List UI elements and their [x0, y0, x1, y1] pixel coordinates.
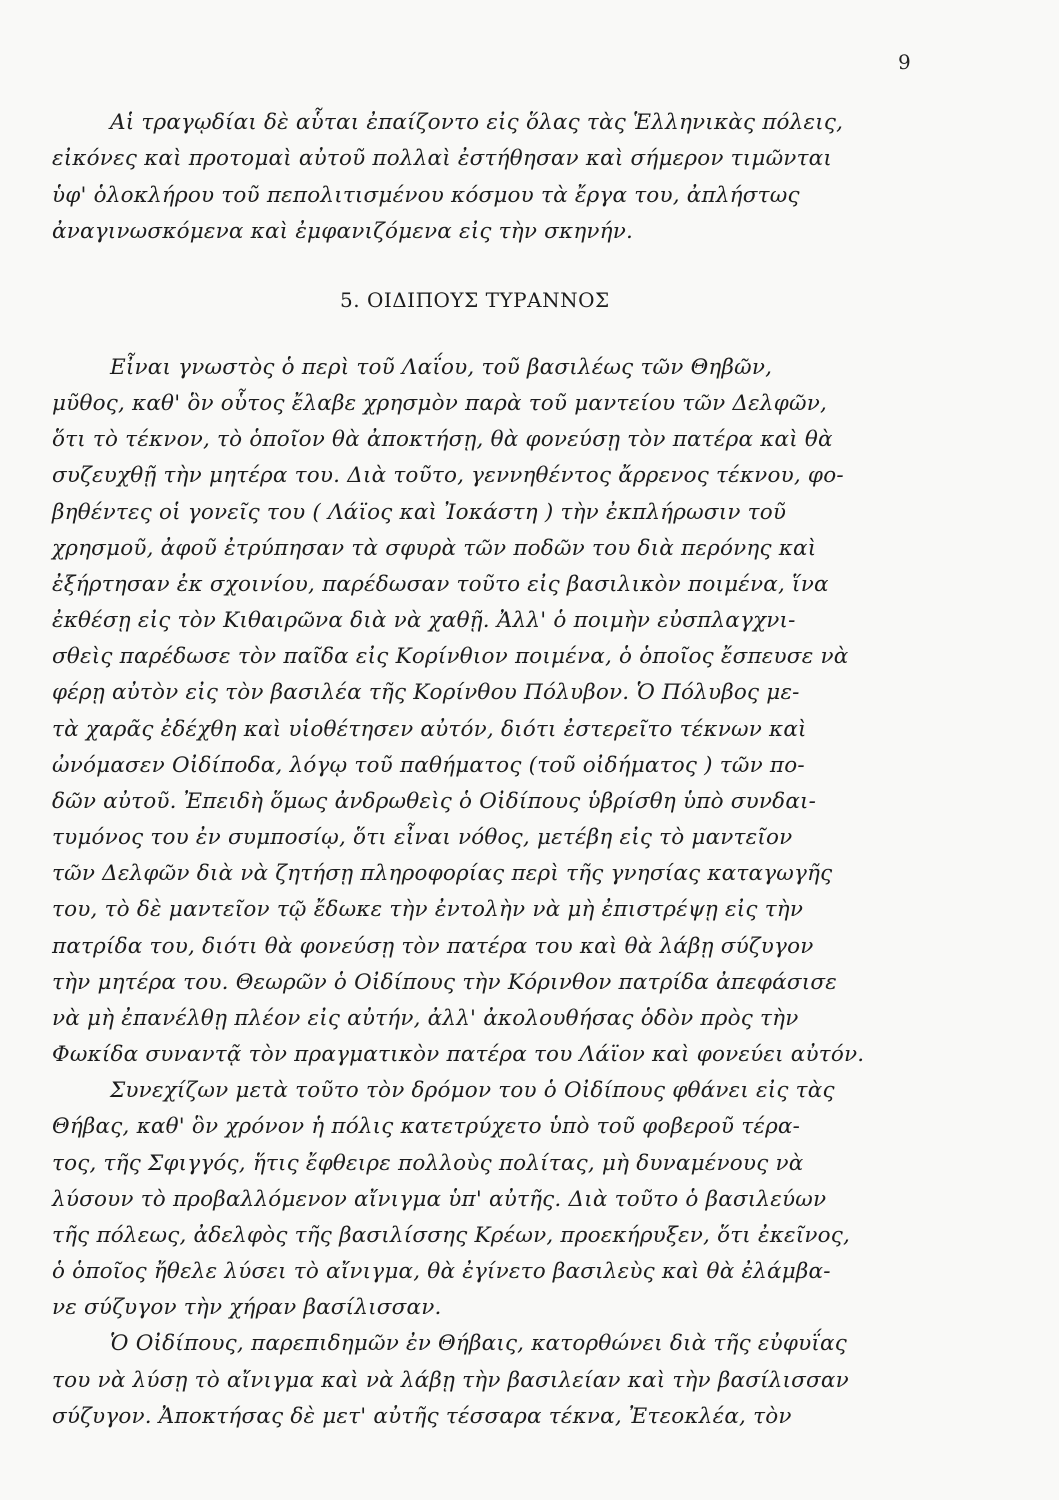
text-line: φέρῃ αὐτὸν εἰς τὸν βασιλέα τῆς Κορίνθου Πόλυβον. Ὁ Πόλυβος με- — [52, 680, 800, 705]
text-line: Ὁ Οἰδίπους, παρεπιδημῶν ἐν Θήβαις, κατορθώνει διὰ τῆς εὐφυΐας — [110, 1331, 847, 1356]
text-line: νε σύζυγον τὴν χήραν βασίλισσαν. — [52, 1295, 442, 1320]
text-line: τὴν μητέρα του. Θεωρῶν ὁ Οἰδίπους τὴν Κόρινθον πατρίδα ἀπεφάσισε — [52, 970, 837, 995]
text-line: ἐξήρτησαν ἐκ σχοινίου, παρέδωσαν τοῦτο εἰς βασιλικὸν ποιμένα, ἵνα — [52, 572, 829, 597]
text-line: νὰ μὴ ἐπανέλθῃ πλέον εἰς αὐτήν, ἀλλ' ἀκολουθήσας ὁδὸν πρὸς τὴν — [52, 1006, 799, 1031]
text-line: μῦθος, καθ' ὃν οὗτος ἔλαβε χρησμὸν παρὰ τοῦ μαντείου τῶν Δελφῶν, — [52, 391, 828, 416]
section-heading: 5. ΟΙΔΙΠΟΥΣ ΤΥΡΑΝΝΟΣ — [340, 288, 610, 312]
text-line: τῶν Δελφῶν διὰ νὰ ζητήσῃ πληροφορίας περὶ τῆς γνησίας καταγωγῆς — [52, 861, 833, 886]
page-number: 9 — [898, 50, 911, 74]
text-line: ἀναγινωσκόμενα καὶ ἐμφανιζόμενα εἰς τὴν σκηνήν. — [52, 219, 634, 244]
text-line: ὁ ὁποῖος ἤθελε λύσει τὸ αἴνιγμα, θὰ ἐγίνετο βασιλεὺς καὶ θὰ ἐλάμβα- — [52, 1259, 831, 1284]
text-line: Εἶναι γνωστὸς ὁ περὶ τοῦ Λαΐου, τοῦ βασιλέως τῶν Θηβῶν, — [110, 355, 773, 380]
text-line: ὠνόμασεν Οἰδίποδα, λόγῳ τοῦ παθήματος (τοῦ οἰδήματος ) τῶν πο- — [52, 753, 805, 778]
text-line: του, τὸ δὲ μαντεῖον τῷ ἔδωκε τὴν ἐντολὴν νὰ μὴ ἐπιστρέψῃ εἰς τὴν — [52, 897, 804, 922]
text-line: Αἱ τραγῳδίαι δὲ αὗται ἐπαίζοντο εἰς ὅλας τὰς Ἑλληνικὰς πόλεις, — [110, 110, 844, 135]
text-line: πατρίδα του, διότι θὰ φονεύσῃ τὸν πατέρα του καὶ θὰ λάβῃ σύζυγον — [52, 934, 814, 959]
text-line: τος, τῆς Σφιγγός, ἥτις ἔφθειρε πολλοὺς πολίτας, μὴ δυναμένους νὰ — [52, 1151, 804, 1176]
text-line: συζευχθῇ τὴν μητέρα του. Διὰ τοῦτο, γεννηθέντος ἄρρενος τέκνου, φο- — [52, 463, 844, 488]
text-line: δῶν αὐτοῦ. Ἐπειδὴ ὅμως ἀνδρωθεὶς ὁ Οἰδίπους ὑβρίσθη ὑπὸ συνδαι- — [52, 789, 817, 814]
text-line: Φωκίδα συναντᾷ τὸν πραγματικὸν πατέρα του Λάϊον καὶ φονεύει αὐτόν. — [52, 1042, 865, 1067]
text-line: Συνεχίζων μετὰ τοῦτο τὸν δρόμον του ὁ Οἰδίπους φθάνει εἰς τὰς — [110, 1078, 835, 1103]
text-line: Θήβας, καθ' ὃν χρόνον ἡ πόλις κατετρύχετο ὑπὸ τοῦ φοβεροῦ τέρα- — [52, 1114, 801, 1139]
text-line: λύσουν τὸ προβαλλόμενον αἴνιγμα ὑπ' αὐτῆς. Διὰ τοῦτο ὁ βασιλεύων — [52, 1187, 827, 1212]
text-line: του νὰ λύσῃ τὸ αἴνιγμα καὶ νὰ λάβῃ τὴν βασιλείαν καὶ τὴν βασίλισσαν — [52, 1368, 849, 1393]
text-line: ὅτι τὸ τέκνον, τὸ ὁποῖον θὰ ἀποκτήσῃ, θὰ φονεύσῃ τὸν πατέρα καὶ θὰ — [52, 427, 833, 452]
text-line: ὑφ' ὁλοκλήρου τοῦ πεπολιτισμένου κόσμου τὰ ἔργα του, ἀπλήστως — [52, 183, 800, 208]
text-line: τῆς πόλεως, ἀδελφὸς τῆς βασιλίσσης Κρέων, προεκήρυξεν, ὅτι ἐκεῖνος, — [52, 1223, 851, 1248]
text-line: χρησμοῦ, ἀφοῦ ἐτρύπησαν τὰ σφυρὰ τῶν ποδῶν του διὰ περόνης καὶ — [52, 536, 817, 561]
text-line: ἐκθέσῃ εἰς τὸν Κιθαιρῶνα διὰ νὰ χαθῇ. Ἀλλ' ὁ ποιμὴν εὐσπλαγχνι- — [52, 608, 796, 633]
text-line: τυμόνος του ἐν συμποσίῳ, ὅτι εἶναι νόθος, μετέβη εἰς τὸ μαντεῖον — [52, 825, 793, 850]
text-line: σύζυγον. Ἀποκτήσας δὲ μετ' αὐτῆς τέσσαρα τέκνα, Ἐτεοκλέα, τὸν — [52, 1404, 792, 1429]
text-line: σθεὶς παρέδωσε τὸν παῖδα εἰς Κορίνθιον ποιμένα, ὁ ὁποῖος ἔσπευσε νὰ — [52, 644, 849, 669]
text-line: εἰκόνες καὶ προτομαὶ αὐτοῦ πολλαὶ ἐστήθησαν καὶ σήμερον τιμῶνται — [52, 146, 833, 171]
text-line: τὰ χαρᾶς ἐδέχθη καὶ υἱοθέτησεν αὐτόν, διότι ἐστερεῖτο τέκνων καὶ — [52, 717, 807, 742]
text-line: βηθέντες οἱ γονεῖς του ( Λάϊος καὶ Ἰοκάστη ) τὴν ἐκπλήρωσιν τοῦ — [52, 500, 787, 525]
